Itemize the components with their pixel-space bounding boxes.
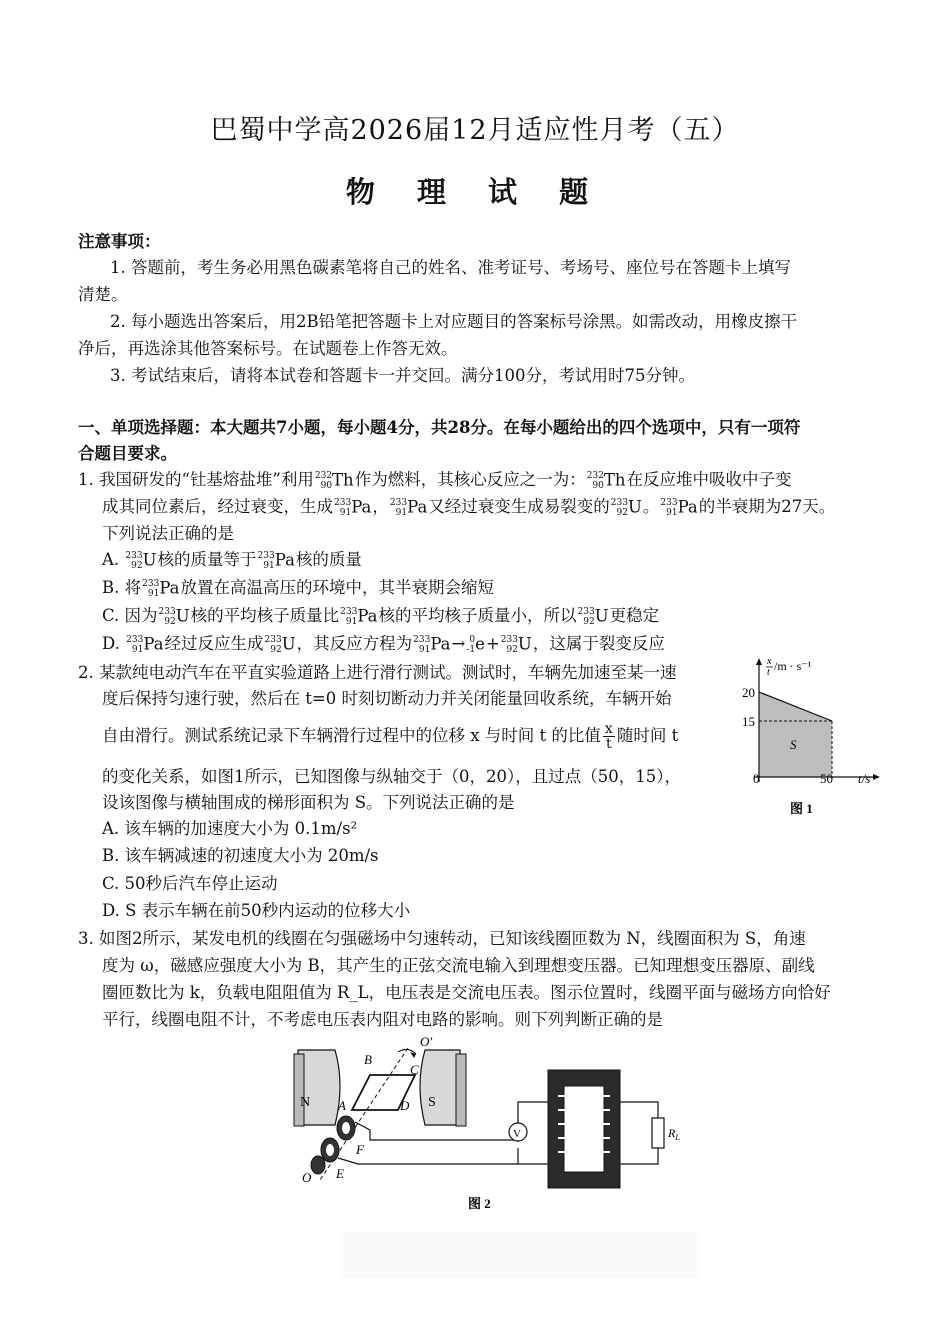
bottom-blank-area [340, 1232, 700, 1278]
q2-stem-line-2: 度后保持匀速行驶，然后在 t=0 时刻切断动力并关闭能量回收系统，车辆开始 [102, 689, 672, 708]
y-axis-arrow-icon [756, 658, 762, 665]
point-e-label: E [336, 1166, 344, 1181]
q1-stem-line-1: 1. 我国研发的“钍基熔盐堆”利用 232 90 Th作为燃料，其核心反应之一为： 232 90 Th在反应堆中吸收中子变 [78, 470, 792, 491]
origin-label: 0 [753, 771, 760, 786]
y-label-unit: /m · s⁻¹ [774, 659, 812, 673]
y-label-denominator: t [767, 667, 770, 678]
q3-stem-line-4: 平行，线圈电阻不计，不考虑电压表内阻对电路的影响。则下列判断正确的是 [102, 1010, 663, 1029]
notice-item-1: 1. 答题前，考生务必用黑色碳素笔将自己的姓名、准考证号、考场号、座位号在答题卡上填写 [110, 258, 791, 277]
q2-option-b: B. 该车辆减速的初速度大小为 20m/s [102, 846, 379, 865]
voltmeter-label: V [513, 1128, 521, 1140]
nuclide-u233: 233 92 U [610, 497, 642, 518]
figure-2-caption: 图 2 [468, 1196, 491, 1211]
notice-item-3: 3. 考试结束后，请将本试卷和答题卡一并交回。满分100分，考试用时75分钟。 [110, 366, 695, 385]
q2-stem-line-3: 自由滑行。测试系统记录下车辆滑行过程中的位移 x 与时间 t 的比值 $\frac{x}{t}$ 随时间 t [102, 721, 679, 752]
section-heading: 一、单项选择题：本大题共7小题，每小题4分，共28分。在每小题给出的四个选项中，只有一项符 [78, 418, 801, 437]
y-tick-20: 20 [742, 685, 755, 700]
nuclide-th232: 232 90 Th [586, 470, 626, 491]
nuclide-pa233: 233 91 Pa [660, 497, 698, 518]
notice-item-2: 2. 每小题选出答案后，用2B铅笔把答题卡上对应题目的答案标号涂黑。如需改动，用橡皮擦干 [110, 312, 798, 331]
subject-title: 物 理 试 题 [345, 175, 605, 209]
area-label: S [790, 737, 797, 752]
figure-1-graph [740, 652, 890, 820]
notice-item-2-cont: 净后，再选涂其他答案标号。在试题卷上作答无效。 [78, 339, 458, 358]
exam-title: 巴蜀中学高2026届12月适应性月考（五） [210, 115, 740, 146]
q2-option-d: D. S 表示车辆在前50秒内运动的位移大小 [102, 901, 411, 920]
q1-option-b: B. 将 233 91 Pa放置在高温高压的环境中，其半衰期会缩短 [102, 578, 495, 599]
q1-option-a: A. 233 92 U核的质量等于 233 91 Pa核的质量 [102, 550, 362, 571]
point-d-label: D [400, 1098, 410, 1113]
point-a-label: A [338, 1098, 346, 1113]
q2-stem-line-1: 2. 某款纯电动汽车在平直实验道路上进行滑行测试。测试时，车辆先加速至某一速 [78, 663, 677, 682]
trapezoid-area [759, 692, 832, 777]
q2-option-c: C. 50秒后汽车停止运动 [102, 874, 278, 893]
q3-stem-line-1: 3. 如图2所示，某发电机的线圈在匀强磁场中匀速转动，已知该线圈匝数为 N，线圈面积为 S，角速 [78, 929, 806, 948]
x-axis-arrow-icon [873, 774, 880, 780]
q1-stem-line-3: 下列说法正确的是 [102, 524, 234, 543]
point-f-label: F [356, 1142, 364, 1157]
figure-1-caption: 图 1 [790, 801, 813, 816]
q3-stem-line-3: 圈匝数比为 k，负载电阻阻值为 R_L，电压表是交流电压表。图示位置时，线圈平面与磁场方向恰好 [102, 983, 831, 1002]
magnet-s [420, 1050, 460, 1125]
nuclide-pa233: 233 91 Pa [389, 497, 428, 518]
axis-o-label: O [302, 1170, 312, 1185]
q1-option-d: D. 233 91 Pa经过反应生成 233 92 U，其反应方程为 233 91 Pa→ 0 -1 e+ 233 92 U，这属于裂变反应 [102, 634, 665, 655]
nuclide-pa233: 233 91 Pa [334, 497, 372, 518]
point-c-label: C [410, 1062, 419, 1077]
y-label-numerator: x [767, 656, 772, 667]
q1-option-c: C. 因为 233 92 U核的平均核子质量比 233 91 Pa核的平均核子质量小，所以 233 92 U更稳定 [102, 606, 660, 627]
notice-heading: 注意事项： [78, 232, 161, 251]
q2-stem-line-5: 设该图像与横轴围成的梯形面积为 S。下列说法正确的是 [102, 793, 515, 812]
nuclide-th232: 232 90 Th [314, 470, 354, 491]
section-heading-cont: 合题目要求。 [78, 444, 177, 463]
figure-2-generator-diagram [290, 1030, 690, 1216]
x-tick-50: 50 [820, 771, 833, 786]
magnet-s-label: S [428, 1095, 436, 1110]
q2-stem-line-4: 的变化关系，如图1所示，已知图像与纵轴交于（0，20），且过点（50，15）， [102, 767, 681, 786]
load-resistor [652, 1118, 664, 1148]
point-b-label: B [364, 1052, 372, 1067]
q2-option-a: A. 该车辆的加速度大小为 0.1m/s² [102, 819, 358, 838]
axis-o-prime-label: O' [420, 1034, 433, 1049]
q1-stem-line-2: 成其同位素后，经过衰变，生成 233 91 Pa， 233 91 Pa又经过衰变生成易裂变的 233 92 U。 233 91 Pa的半衰期为27天。 [102, 497, 836, 518]
resistor-label: $R_L$ [668, 1126, 680, 1142]
magnet-n-label: N [300, 1095, 311, 1110]
y-tick-15: 15 [742, 714, 755, 729]
notice-item-1-cont: 清楚。 [78, 285, 128, 304]
q3-stem-line-2: 度为 ω，磁感应强度大小为 B，其产生的正弦交流电输入到理想变压器。已知理想变压器原、副线 [102, 956, 815, 975]
wire-bottom [338, 1148, 518, 1164]
x-label: t/s [858, 771, 871, 786]
